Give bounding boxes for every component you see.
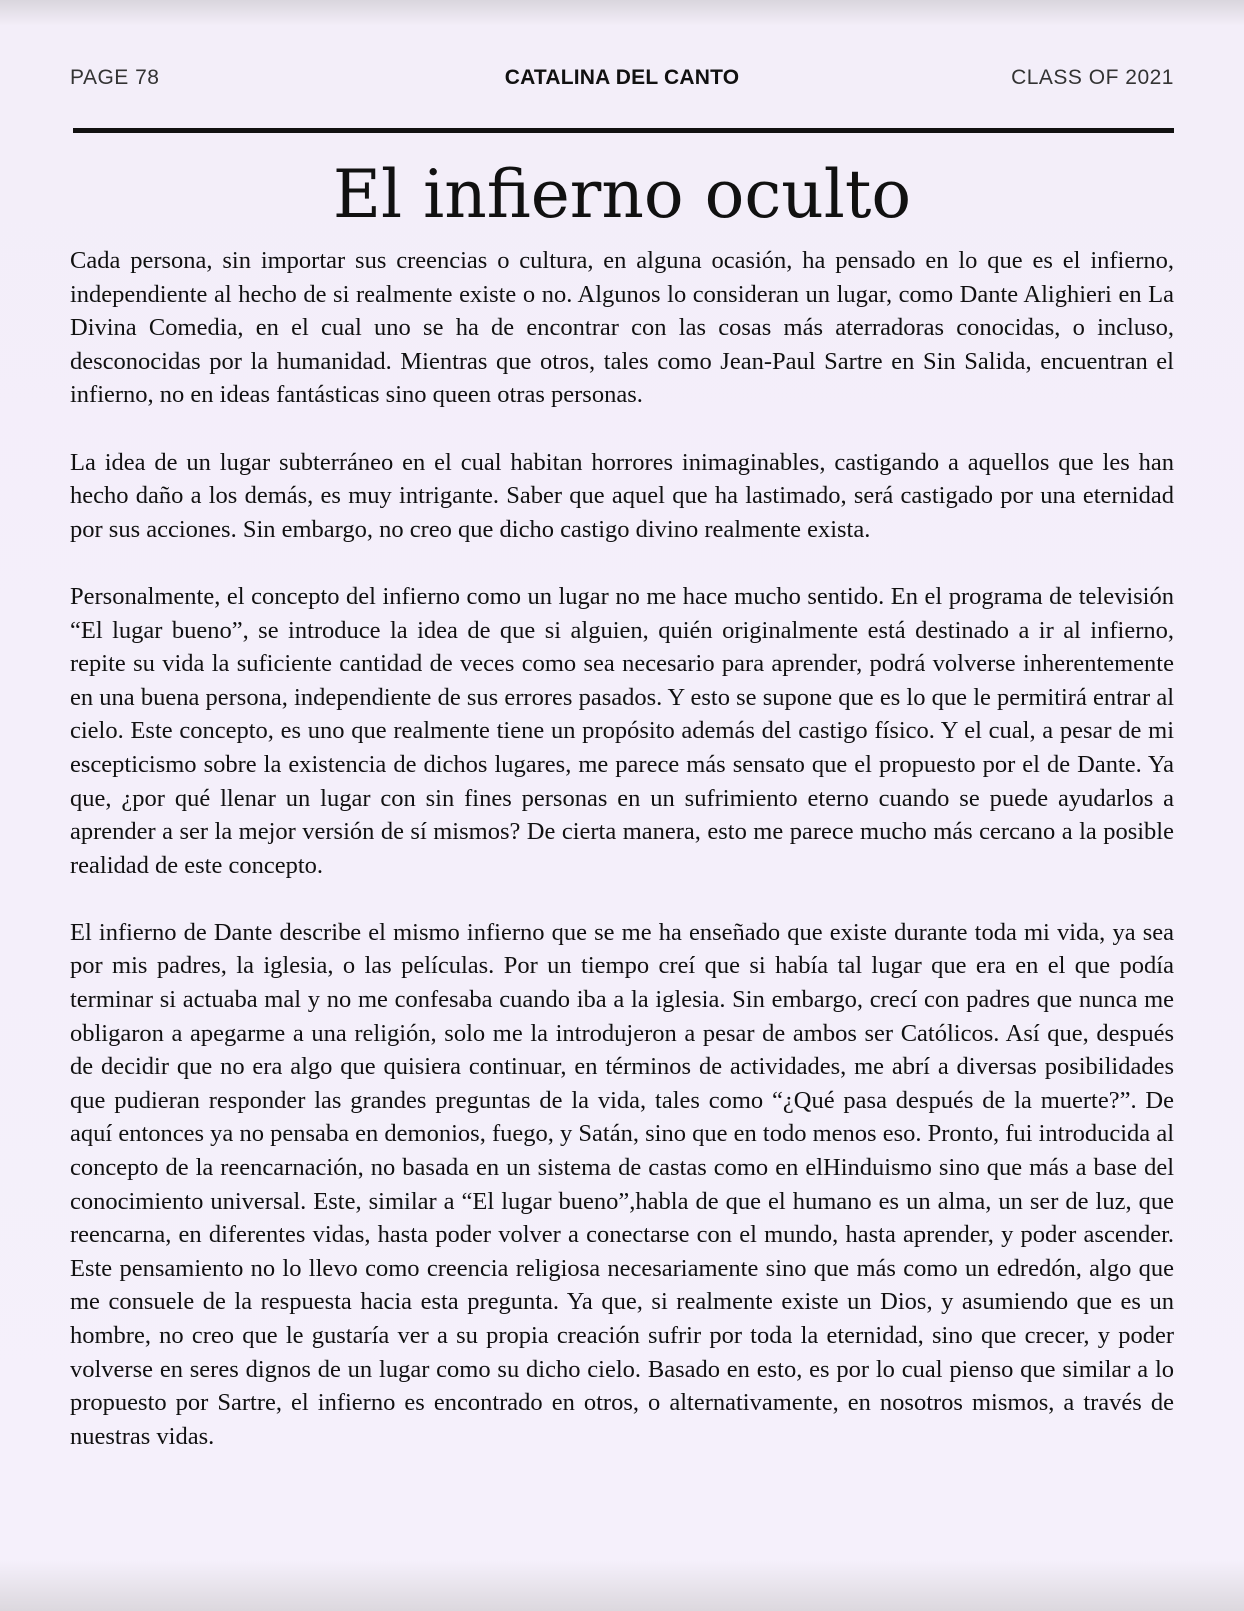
article-paragraph: Personalmente, el concepto del infierno como un lugar no me hace mucho sentido. En el programa de televisión “El lugar bueno”, se introduce la idea de que si alguien, quién originalmente está destinado a ir al infierno, repite su vida la suficiente cantidad de veces como sea necesario para aprender, podrá volverse inherentemente en una buena persona, independiente de sus errores pasados. Y esto se supone que es lo que le permitirá entrar al cielo. Este concepto, es uno que realmente tiene un propósito además del castigo físico. Y el cual, a pesar de mi escepticismo sobre la existencia de dichos lugares, me parece más sensato que el propuesto por el de Dante. Ya que, ¿por qué llenar un lugar con sin fines personas en un sufrimiento eterno cuando se puede ayudarlos a aprender a ser la mejor versión de sí mismos? De cierta manera, esto me parece mucho más cercano a la posible realidad de este concepto.: [70, 582, 1174, 879]
author-name: CATALINA DEL CANTO: [504, 66, 740, 89]
class-label: CLASS OF 2021: [1011, 66, 1174, 89]
article-paragraph: El infierno de Dante describe el mismo infierno que se me ha enseñado que existe durante toda mi vida, ya sea por mis padres, la iglesia, o las películas. Por un tiempo creí que si había tal lugar que era en el que podía terminar si actuaba mal y no me confesaba cuando iba a la iglesia. Sin embargo, crecí con padres que nunca me obligaron a apegarme a una religión, solo me la introdujeron a pesar de ambos ser Católicos. Así que, después de decidir que no era algo que quisiera continuar, en términos de actividades, me abrí a diversas posibilidades que pudieran responder las grandes preguntas de la vida, tales como “¿Qué pasa después de la muerte?”. De aquí entonces ya no pensaba en demonios, fuego, y Satán, sino que en todo menos eso. Pronto, fui introducida al concepto de la reencarnación, no basada en un sistema de castas como en elHinduismo sino que más a base del conocimiento universal. Este, similar a “El lugar bueno”,habla de que el humano es un alma, un ser de luz, que reencarna, en diferentes vidas, hasta poder volver a conectarse con el mundo, hasta aprender, y poder ascender. Este pensamiento no lo llevo como creencia religiosa necesariamente sino que más como un edredón, algo que me consuele de la respuesta hacia esta pregunta. Ya que, si realmente existe un Dios, y asumiendo que es un hombre, no creo que le gustaría ver a su propia creación sufrir por toda la eternidad, sino que crecer, y poder volverse en seres dignos de un lugar como su dicho cielo. Basado en esto, es por lo cual pienso que similar a lo propuesto por Sartre, el infierno es encontrado en otros, o alternativamente, en nosotros mismos, a través de nuestras vidas.: [70, 918, 1174, 1450]
header-divider: [73, 128, 1174, 133]
article-paragraph: Cada persona, sin importar sus creencias o cultura, en alguna ocasión, ha pensado en lo que es el infierno, independiente al hecho de si realmente existe o no. Algunos lo consideran un lugar, como Dante Alighieri en La Divina Comedia, en el cual uno se ha de encontrar con las cosas más aterradoras conocidas, o incluso, desconocidas por la humanidad. Mientras que otros, tales como Jean-Paul Sartre en Sin Salida, encuentran el infierno, no en ideas fantásticas sino queen otras personas.: [70, 247, 1174, 409]
page-number: PAGE 78: [70, 66, 160, 89]
article-body: [70, 244, 1174, 1453]
page-header: [70, 64, 1174, 94]
article-paragraph: La idea de un lugar subterráneo en el cual habitan horrores inimaginables, castigando a aquellos que les han hecho daño a los demás, es muy intrigante. Saber que aquel que ha lastimado, será castigado por una eternidad por sus acciones. Sin embargo, no creo que dicho castigo divino realmente exista.: [70, 448, 1174, 543]
article-title: El infierno oculto: [332, 156, 912, 233]
